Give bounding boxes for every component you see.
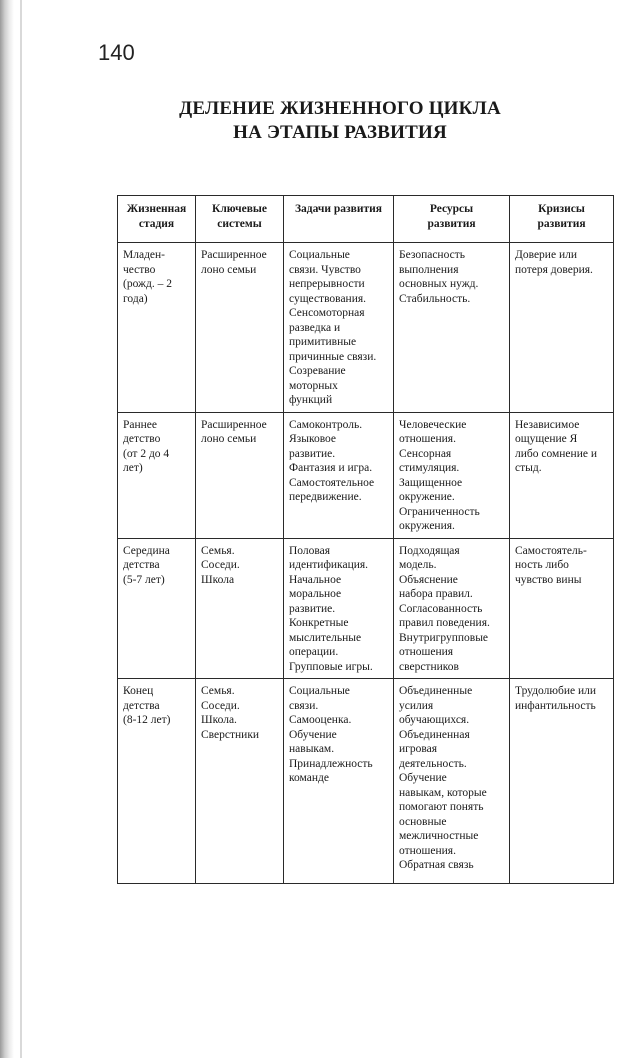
cell-systems: Расширенное лоно семьи (196, 412, 284, 538)
page-title-line-2: НА ЭТАПЫ РАЗВИТИЯ (233, 122, 447, 143)
header-development-tasks: Задачи развития (284, 196, 394, 243)
page-title-line-1: ДЕЛЕНИЕ ЖИЗНЕННОГО ЦИКЛА (179, 98, 501, 119)
cell-resources: Человеческие отношения. Сенсорная стимуляция. Защищенное окружение. Ограниченность окружения. (394, 412, 510, 538)
cell-resources: Объединенные усилия обучающихся. Объединенная игровая деятельность. Обучение навыкам, которые помогают понять основные межличностные отношения. Обратная связь (394, 679, 510, 884)
cell-systems: Расширенное лоно семьи (196, 243, 284, 413)
cell-stage: Раннее детство (от 2 до 4 лет) (118, 412, 196, 538)
cell-stage: Младен- чество (рожд. – 2 года) (118, 243, 196, 413)
cell-resources: Безопасность выполнения основных нужд. Стабильность. (394, 243, 510, 413)
table-row (118, 243, 614, 413)
header-development-resources: Ресурсы развития (394, 196, 510, 243)
development-stages-table (117, 195, 614, 884)
cell-stage: Конец детства (8-12 лет) (118, 679, 196, 884)
header-development-crises: Кризисы развития (510, 196, 614, 243)
page-number: 140 (98, 40, 135, 65)
cell-systems: Семья. Соседи. Школа. Сверстники (196, 679, 284, 884)
book-spine-shadow (0, 0, 14, 1058)
cell-tasks: Социальные связи. Чувство непрерывности существования. Сенсомоторная разведка и примитивные причинные связи. Созревание моторных функций (284, 243, 394, 413)
header-life-stage: Жизненная стадия (118, 196, 196, 243)
cell-systems: Семья. Соседи. Школа (196, 538, 284, 679)
page-edge-line (20, 0, 22, 1058)
cell-stage: Середина детства (5-7 лет) (118, 538, 196, 679)
table-row (118, 412, 614, 538)
cell-crises: Доверие или потеря доверия. (510, 243, 614, 413)
table-row (118, 538, 614, 679)
header-key-systems: Ключевые системы (196, 196, 284, 243)
cell-tasks: Социальные связи. Самооценка. Обучение навыкам. Принадлежность команде (284, 679, 394, 884)
cell-crises: Трудолюбие или инфантильность (510, 679, 614, 884)
table-row (118, 679, 614, 884)
cell-crises: Независимое ощущение Я либо сомнение и стыд. (510, 412, 614, 538)
cell-crises: Самостоятель- ность либо чувство вины (510, 538, 614, 679)
cell-resources: Подходящая модель. Объяснение набора правил. Согласованность правил поведения. Внутригрупповые отношения сверстников (394, 538, 510, 679)
table-header-row (118, 196, 614, 243)
cell-tasks: Половая идентификация. Начальное моральное развитие. Конкретные мыслительные операции. Групповые игры. (284, 538, 394, 679)
cell-tasks: Самоконтроль. Языковое развитие. Фантазия и игра. Самостоятельное передвижение. (284, 412, 394, 538)
